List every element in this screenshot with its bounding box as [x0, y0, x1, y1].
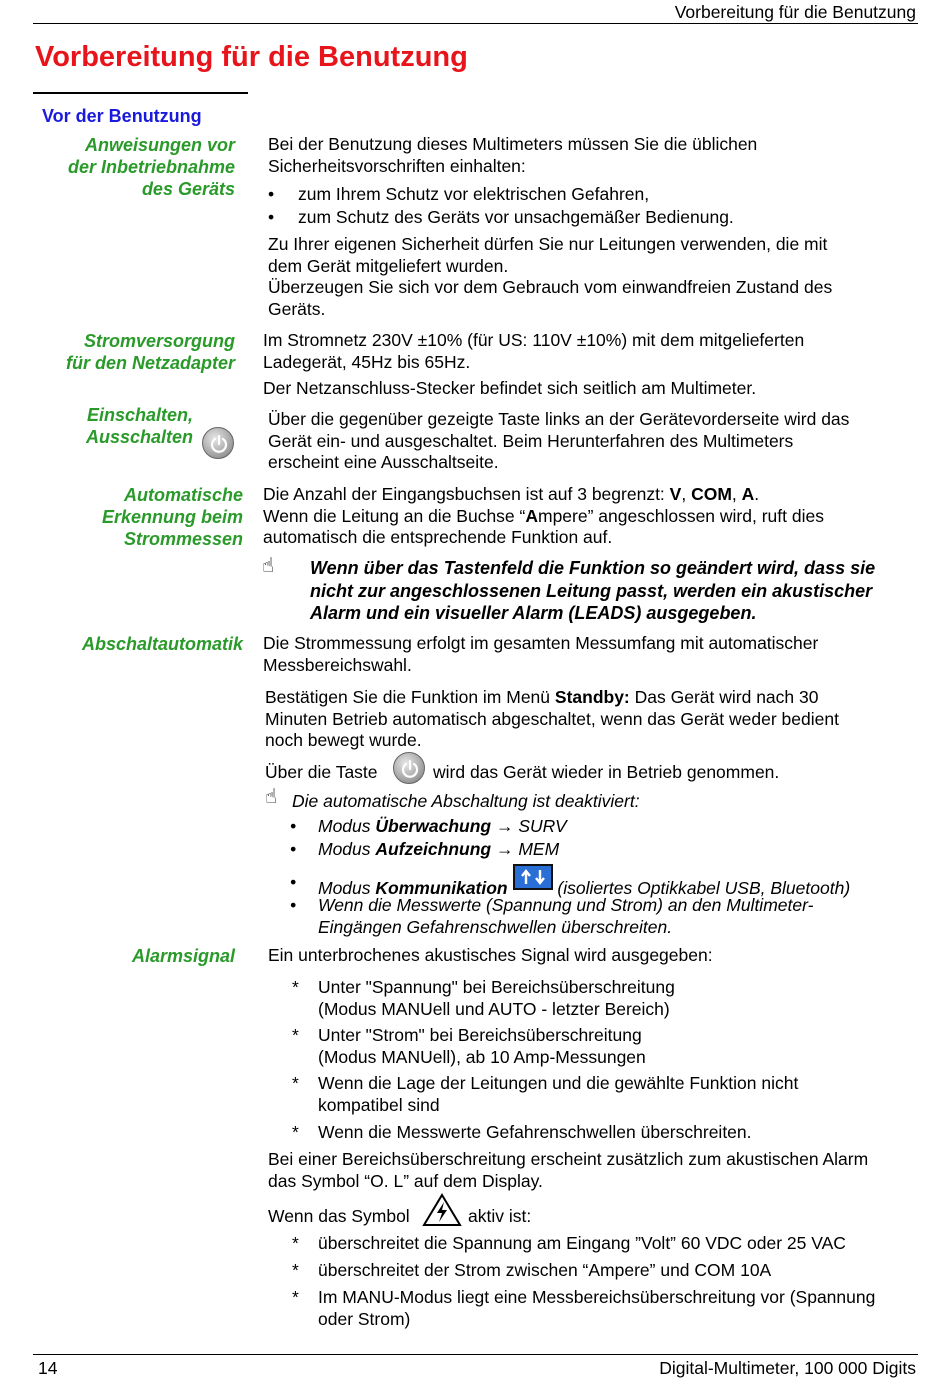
paragraph-standby: Bestätigen Sie die Funktion im Menü Standby: Das Gerät wird nach 30 Minuten Betrieb automatisch abgeschaltet, wenn das Gerät weder bedient noch bewegt wurde. — [265, 687, 839, 750]
high-voltage-warning-icon — [422, 1193, 462, 1227]
paragraph-power-supply: Im Stromnetz 230V ±10% (für US: 110V ±10%) mit dem mitgelieferten Ladegerät, 45Hz bis 65Hz. — [263, 330, 805, 372]
side-heading-automatische-erkennung: Automatische Erkennung beim Strommessen — [101, 485, 243, 549]
paragraph-taste-pre: Über die Taste — [265, 762, 378, 782]
communication-icon — [513, 864, 553, 890]
header-rule — [33, 23, 918, 24]
power-button-icon — [393, 752, 425, 784]
note-leads-alarm: Wenn über das Tastenfeld die Funktion so geändert wird, dass sie nicht zur angeschlossenen Leitung passt, werden ein akustischer Alarm und ein visueller Alarm (LEADS) ausgegeben. — [310, 558, 876, 623]
footer-product: Digital-Multimeter, 100 000 Digits — [659, 1358, 916, 1378]
paragraph-power-button: Über die gegenüber gezeigte Taste links an der Gerätevorderseite wird das Gerät ein- und ausgeschaltet. Beim Herunterfahren des Multimeters erscheint eine Ausschaltseite. — [268, 409, 850, 472]
paragraph-range-selection: Die Strommessung erfolgt im gesamten Messumfang mit automatischer Messbereichswahl. — [263, 633, 819, 675]
paragraph-taste-post: wird das Gerät wieder in Betrieb genommen. — [433, 762, 780, 782]
note-autooff-disabled: Die automatische Abschaltung ist deaktiviert: — [292, 791, 640, 811]
section-title: Vor der Benutzung — [42, 106, 202, 126]
side-heading-alarmsignal: Alarmsignal — [131, 946, 235, 966]
paragraph-symbol-post: aktiv ist: — [468, 1206, 532, 1226]
footer-rule — [33, 1354, 918, 1355]
paragraph-inputs: Die Anzahl der Eingangsbuchsen ist auf 3 begrenzt: V, COM, A. Wenn die Leitung an die Buchse “Ampere” angeschlossen wird, ruft dies automatisch die entsprechende Funktion auf. — [263, 484, 824, 547]
page-number: 14 — [38, 1358, 58, 1378]
section-rule — [33, 92, 248, 94]
running-header: Vorbereitung für die Benutzung — [674, 2, 916, 22]
paragraph-symbol-pre: Wenn das Symbol — [268, 1206, 410, 1226]
paragraph-overload: Bei einer Bereichsüberschreitung erscheint zusätzlich zum akustischen Alarm das Symbol “O. L” auf dem Display. — [268, 1149, 869, 1191]
hand-pointer-icon: ☝ — [265, 786, 278, 808]
paragraph-alarm-intro: Ein unterbrochenes akustisches Signal wird ausgegeben: — [268, 945, 713, 965]
side-heading-abschaltautomatik: Abschaltautomatik — [81, 634, 243, 654]
hand-pointer-icon: ☝ — [262, 555, 275, 577]
paragraph-plug: Der Netzanschluss-Stecker befindet sich seitlich am Multimeter. — [263, 378, 757, 398]
side-heading-stromversorgung: Stromversorgung für den Netzadapter — [65, 331, 235, 373]
paragraph-leads: Zu Ihrer eigenen Sicherheit dürfen Sie nur Leitungen verwenden, die mit dem Gerät mitgeliefert wurden. Überzeugen Sie sich vor dem Gebrauch vom einwandfreien Zustand des Geräts. — [268, 234, 833, 319]
page-title: Vorbereitung für die Benutzung — [35, 41, 468, 73]
power-button-icon — [202, 427, 234, 459]
side-heading-anweisungen: Anweisungen vor der Inbetriebnahme des Geräts — [67, 135, 235, 199]
paragraph-safety: Bei der Benutzung dieses Multimeters müssen Sie die üblichen Sicherheitsvorschriften einhalten: — [268, 134, 758, 176]
side-heading-einschalten: Einschalten, Ausschalten — [85, 405, 193, 447]
